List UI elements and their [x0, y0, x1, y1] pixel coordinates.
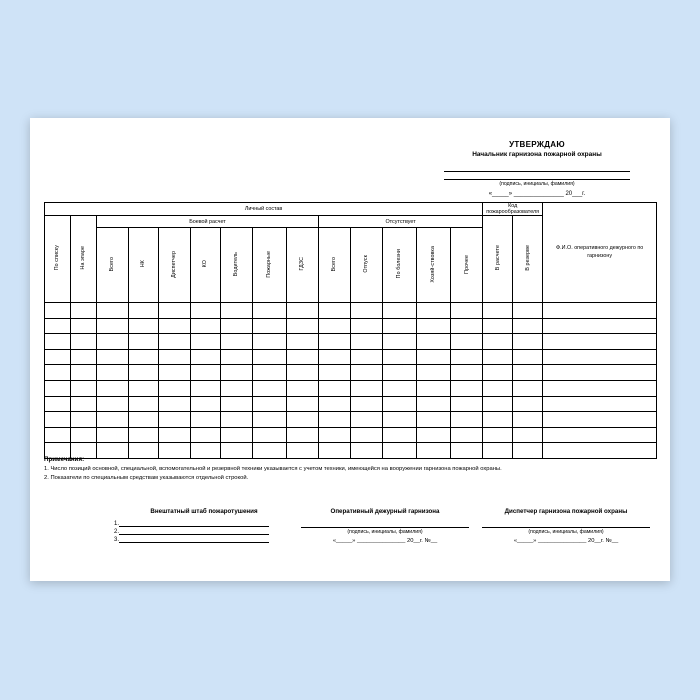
cell[interactable]	[45, 334, 71, 350]
col-header-vsego-absent: Всего	[319, 228, 351, 303]
cell[interactable]	[319, 396, 351, 412]
dispatcher-signature-line[interactable]	[482, 519, 650, 528]
cell[interactable]	[97, 303, 129, 319]
cell[interactable]	[351, 303, 383, 319]
col-header-po-bolezni: По болезни	[383, 228, 417, 303]
cell[interactable]	[417, 303, 451, 319]
note-item: 2. Показатели по специальным средствам указываются отдельной строкой.	[44, 474, 249, 481]
notes-section	[44, 455, 656, 483]
cell[interactable]	[159, 349, 191, 365]
cell[interactable]	[319, 427, 351, 443]
col-header-otpusk: Отпуск	[351, 228, 383, 303]
cell[interactable]	[351, 412, 383, 428]
cell[interactable]	[97, 365, 129, 381]
signature-block-staff	[114, 508, 294, 544]
col-header-vsego-crew: Всего	[97, 228, 129, 303]
cell[interactable]	[417, 349, 451, 365]
cell[interactable]	[287, 396, 319, 412]
approval-signature-caption: (подпись, инициалы, фамилия)	[499, 181, 575, 187]
group-header-combat-crew: Боевой расчет	[97, 216, 319, 228]
cell[interactable]	[159, 412, 191, 428]
cell[interactable]	[383, 412, 417, 428]
cell[interactable]	[287, 334, 319, 350]
cell[interactable]	[221, 334, 253, 350]
cell[interactable]	[253, 303, 287, 319]
cell[interactable]	[451, 412, 483, 428]
cell[interactable]	[513, 380, 543, 396]
cell[interactable]	[383, 318, 417, 334]
cell[interactable]	[253, 412, 287, 428]
col-header-v-rezerve: В резерве	[513, 216, 543, 303]
cell[interactable]	[543, 349, 657, 365]
staff-title: Внештатный штаб пожаротушения	[150, 508, 258, 515]
cell[interactable]	[71, 303, 97, 319]
cell[interactable]	[513, 365, 543, 381]
cell[interactable]	[253, 380, 287, 396]
cell[interactable]	[417, 427, 451, 443]
cell[interactable]	[45, 412, 71, 428]
cell[interactable]	[483, 427, 513, 443]
cell[interactable]	[417, 334, 451, 350]
cell[interactable]	[129, 318, 159, 334]
cell[interactable]	[221, 318, 253, 334]
cell[interactable]	[287, 380, 319, 396]
cell[interactable]	[159, 334, 191, 350]
cell[interactable]	[191, 365, 221, 381]
cell[interactable]	[383, 349, 417, 365]
col-header-po-spisku: По списку	[45, 216, 71, 303]
cell[interactable]	[253, 396, 287, 412]
cell[interactable]	[191, 334, 221, 350]
group-header-absent: Отсутствует	[319, 216, 483, 228]
staff-item-3[interactable]: 3.	[114, 535, 294, 543]
cell[interactable]	[191, 349, 221, 365]
cell[interactable]	[191, 427, 221, 443]
document-page	[30, 118, 670, 581]
cell[interactable]	[159, 318, 191, 334]
table-row[interactable]	[45, 349, 657, 365]
staff-line-3[interactable]	[119, 535, 269, 543]
cell[interactable]	[45, 318, 71, 334]
cell[interactable]	[45, 349, 71, 365]
group-header-code: Код пожарообразователя	[483, 203, 543, 216]
cell[interactable]	[287, 303, 319, 319]
cell[interactable]	[543, 396, 657, 412]
cell[interactable]	[45, 303, 71, 319]
cell[interactable]	[129, 303, 159, 319]
cell[interactable]	[543, 303, 657, 319]
cell[interactable]	[287, 365, 319, 381]
cell[interactable]	[45, 427, 71, 443]
cell[interactable]	[129, 412, 159, 428]
cell[interactable]	[71, 396, 97, 412]
approval-rule-1	[444, 164, 630, 172]
cell[interactable]	[513, 396, 543, 412]
table-row[interactable]	[45, 396, 657, 412]
cell[interactable]	[383, 334, 417, 350]
col-header-na-epare: На эпаре	[71, 216, 97, 303]
cell[interactable]	[129, 396, 159, 412]
col-header-gdzs: ГДЗС	[287, 228, 319, 303]
col-header-nk: НК	[129, 228, 159, 303]
col-header-hozyaystvovka: Хозяй-ствовка	[417, 228, 451, 303]
cell[interactable]	[543, 380, 657, 396]
cell[interactable]	[513, 349, 543, 365]
cell[interactable]	[319, 380, 351, 396]
cell[interactable]	[451, 365, 483, 381]
note-item: 1. Число позиций основной, специальной, вспомогательной и резервной техники указывается с учетом техники, имеющейся на вооружении гарнизона пожарной охраны.	[44, 466, 502, 473]
cell[interactable]	[483, 365, 513, 381]
table-row[interactable]	[45, 412, 657, 428]
cell[interactable]	[159, 396, 191, 412]
cell[interactable]	[417, 365, 451, 381]
cell[interactable]	[45, 365, 71, 381]
cell[interactable]	[191, 412, 221, 428]
signature-section	[44, 508, 656, 544]
cell[interactable]	[97, 380, 129, 396]
cell[interactable]	[253, 365, 287, 381]
cell[interactable]	[129, 365, 159, 381]
cell[interactable]	[383, 303, 417, 319]
cell[interactable]	[129, 427, 159, 443]
table-row[interactable]	[45, 365, 657, 381]
cell[interactable]	[159, 427, 191, 443]
table-row[interactable]	[45, 318, 657, 334]
cell[interactable]	[451, 303, 483, 319]
staff-line-1[interactable]	[119, 519, 269, 527]
notes-header: Примечания:	[44, 456, 85, 463]
cell[interactable]	[319, 365, 351, 381]
cell[interactable]	[451, 396, 483, 412]
cell[interactable]	[451, 380, 483, 396]
cell[interactable]	[191, 380, 221, 396]
cell[interactable]	[97, 396, 129, 412]
cell[interactable]	[71, 380, 97, 396]
cell[interactable]	[319, 334, 351, 350]
cell[interactable]	[351, 396, 383, 412]
table-group-header-row	[45, 203, 657, 216]
staff-line-2[interactable]	[119, 527, 269, 535]
cell[interactable]	[159, 365, 191, 381]
cell[interactable]	[97, 349, 129, 365]
signature-block-dispatcher	[476, 508, 656, 544]
cell[interactable]	[383, 427, 417, 443]
duty-title: Оперативный дежурный гарнизона	[330, 508, 440, 515]
col-header-pozharnye: Пожарные	[253, 228, 287, 303]
cell[interactable]	[383, 396, 417, 412]
duty-signature-line[interactable]	[301, 519, 469, 528]
cell[interactable]	[351, 349, 383, 365]
main-table	[44, 202, 657, 459]
cell[interactable]	[97, 318, 129, 334]
cell[interactable]	[483, 334, 513, 350]
cell[interactable]	[221, 303, 253, 319]
cell[interactable]	[159, 303, 191, 319]
cell[interactable]	[351, 365, 383, 381]
cell[interactable]	[191, 318, 221, 334]
cell[interactable]	[71, 334, 97, 350]
cell[interactable]	[513, 318, 543, 334]
cell[interactable]	[319, 303, 351, 319]
cell[interactable]	[129, 380, 159, 396]
cell[interactable]	[513, 334, 543, 350]
cell[interactable]	[483, 396, 513, 412]
cell[interactable]	[351, 380, 383, 396]
cell[interactable]	[97, 334, 129, 350]
table-row[interactable]	[45, 380, 657, 396]
group-header-personnel: Личный состав	[45, 203, 483, 216]
cell[interactable]	[129, 334, 159, 350]
document-sheet	[30, 118, 670, 581]
cell[interactable]	[97, 412, 129, 428]
cell[interactable]	[543, 427, 657, 443]
cell[interactable]	[483, 318, 513, 334]
col-header-voditel: Водитель	[221, 228, 253, 303]
dispatcher-title: Диспетчер гарнизона пожарной охраны	[504, 508, 628, 515]
duty-date-line: «_____» _______________ 20__г. №__	[332, 538, 438, 544]
cell[interactable]	[221, 412, 253, 428]
cell[interactable]	[287, 349, 319, 365]
cell[interactable]	[451, 334, 483, 350]
cell[interactable]	[71, 427, 97, 443]
duty-caption: (подпись, инициалы, фамилия)	[347, 529, 423, 535]
cell[interactable]	[319, 318, 351, 334]
cell[interactable]	[221, 396, 253, 412]
table-row[interactable]	[45, 303, 657, 319]
cell[interactable]	[483, 349, 513, 365]
cell[interactable]	[253, 427, 287, 443]
cell[interactable]	[383, 365, 417, 381]
cell[interactable]	[483, 380, 513, 396]
cell[interactable]	[159, 380, 191, 396]
cell[interactable]	[287, 318, 319, 334]
cell[interactable]	[191, 396, 221, 412]
approval-role: Начальник гарнизона пожарной охраны	[472, 151, 602, 158]
cell[interactable]	[483, 303, 513, 319]
cell[interactable]	[71, 412, 97, 428]
dispatcher-caption: (подпись, инициалы, фамилия)	[528, 529, 604, 535]
cell[interactable]	[417, 380, 451, 396]
cell[interactable]	[351, 334, 383, 350]
cell[interactable]	[191, 303, 221, 319]
cell[interactable]	[253, 349, 287, 365]
cell[interactable]	[71, 365, 97, 381]
staff-item-2[interactable]: 2.	[114, 527, 294, 535]
col-header-ko: КО	[191, 228, 221, 303]
cell[interactable]	[253, 318, 287, 334]
cell[interactable]	[129, 349, 159, 365]
main-table-wrapper	[44, 202, 656, 459]
dispatcher-date-line: «_____» _______________ 20__г. №__	[513, 538, 619, 544]
cell[interactable]	[513, 427, 543, 443]
signature-block-duty	[295, 508, 475, 544]
approval-rule-2	[444, 172, 630, 180]
cell[interactable]	[71, 318, 97, 334]
cell[interactable]	[71, 349, 97, 365]
cell[interactable]	[319, 349, 351, 365]
cell[interactable]	[417, 412, 451, 428]
cell[interactable]	[543, 334, 657, 350]
cell[interactable]	[451, 427, 483, 443]
cell[interactable]	[383, 380, 417, 396]
approval-title: УТВЕРЖДАЮ	[509, 140, 565, 149]
table-row[interactable]	[45, 334, 657, 350]
col-header-v-raschete: В расчете	[483, 216, 513, 303]
cell[interactable]	[221, 380, 253, 396]
approval-block	[442, 140, 632, 197]
cell[interactable]	[97, 427, 129, 443]
cell[interactable]	[319, 412, 351, 428]
cell[interactable]	[221, 365, 253, 381]
staff-item-1[interactable]: 1.	[114, 519, 294, 527]
cell[interactable]	[543, 318, 657, 334]
cell[interactable]	[513, 412, 543, 428]
cell[interactable]	[287, 427, 319, 443]
cell[interactable]	[543, 365, 657, 381]
table-row[interactable]	[45, 427, 657, 443]
cell[interactable]	[253, 334, 287, 350]
cell[interactable]	[417, 396, 451, 412]
cell[interactable]	[451, 318, 483, 334]
cell[interactable]	[45, 396, 71, 412]
cell[interactable]	[351, 318, 383, 334]
cell[interactable]	[417, 318, 451, 334]
cell[interactable]	[483, 412, 513, 428]
cell[interactable]	[543, 412, 657, 428]
approval-date-line: «_____» _______________ 20___г.	[488, 191, 586, 197]
cell[interactable]	[513, 303, 543, 319]
cell[interactable]	[351, 427, 383, 443]
cell[interactable]	[45, 380, 71, 396]
cell[interactable]	[287, 412, 319, 428]
cell[interactable]	[451, 349, 483, 365]
col-header-dispatcher: Диспетчер	[159, 228, 191, 303]
cell[interactable]	[221, 349, 253, 365]
group-header-fio: Ф.И.О. оперативного дежурного по гарнизону	[543, 203, 657, 303]
col-header-prochee: Прочее	[451, 228, 483, 303]
cell[interactable]	[221, 427, 253, 443]
